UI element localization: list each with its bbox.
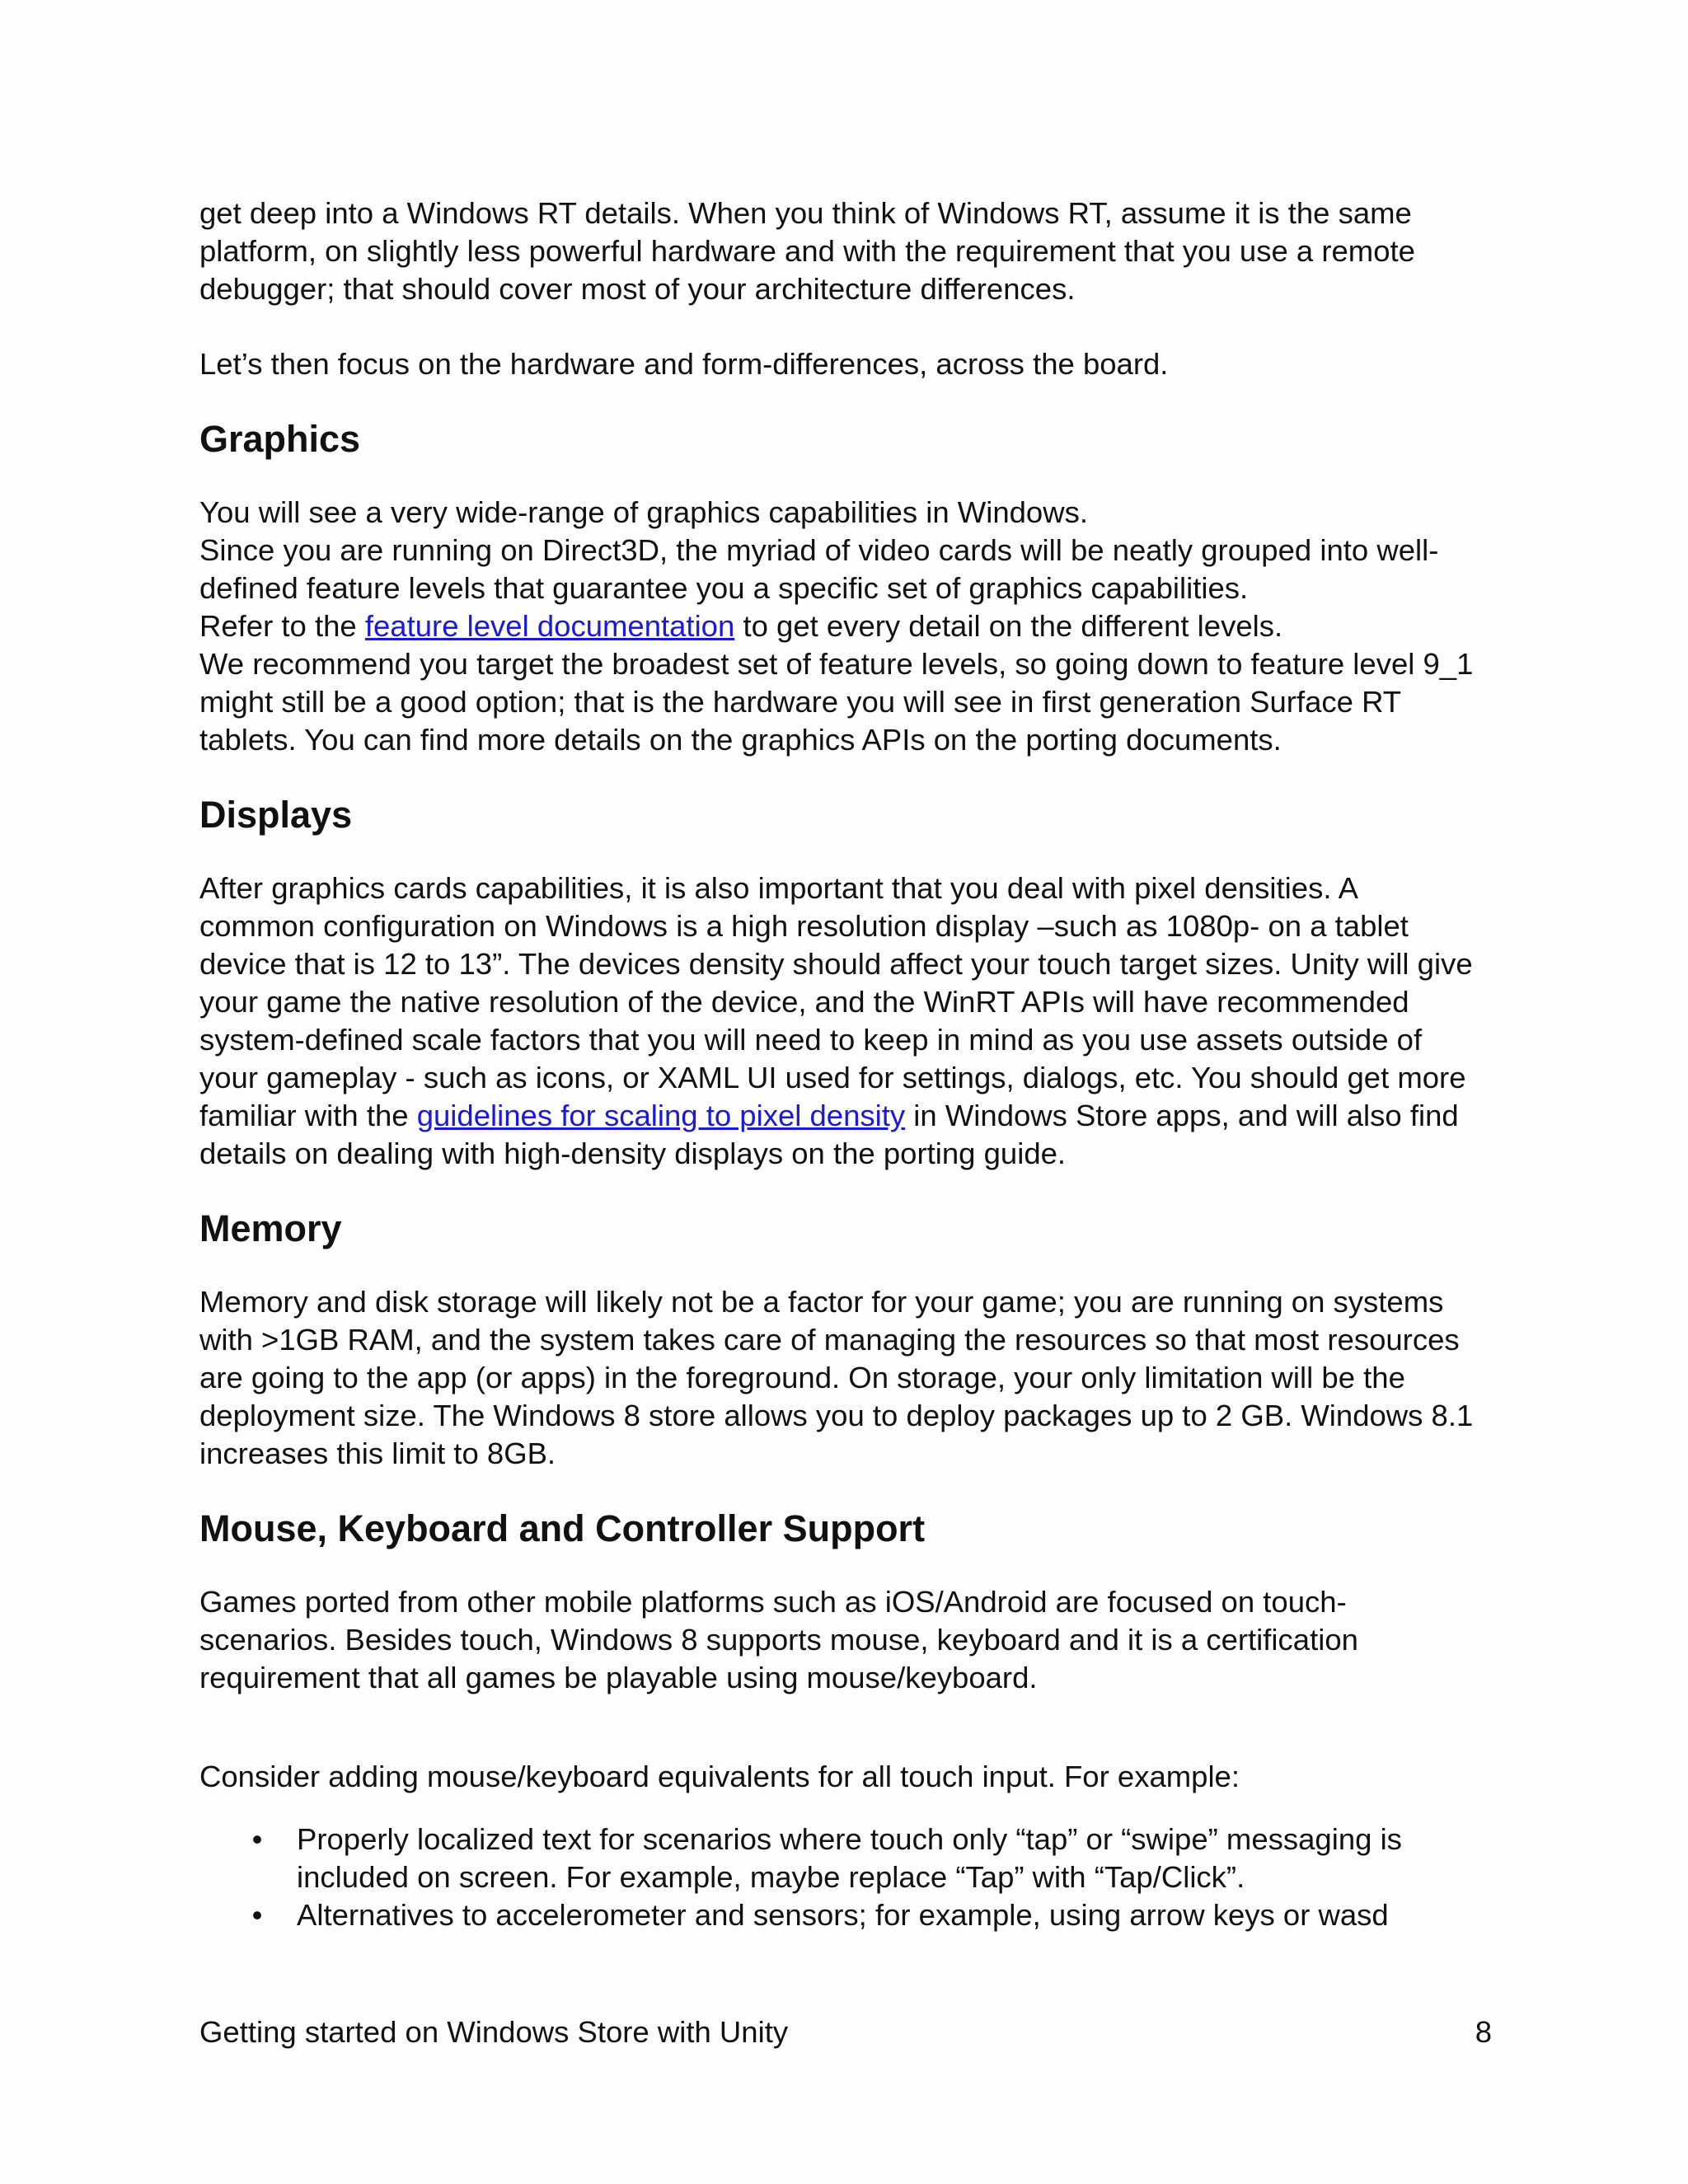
graphics-paragraph	[199, 494, 1502, 759]
list-item	[199, 1821, 1502, 1896]
graphics-line: We recommend you target the broadest set of feature levels, so going down to feature level 9_1	[199, 647, 1474, 681]
graphics-refer-line	[199, 607, 1502, 645]
bullet-icon: •	[251, 1822, 263, 1856]
displays-line: After graphics cards capabilities, it is also important that you deal with pixel densities. A	[199, 871, 1358, 905]
memory-paragraph	[199, 1283, 1502, 1473]
page-content	[199, 194, 1502, 1934]
displays-line: details on dealing with high-density displays on the porting guide.	[199, 1137, 1067, 1170]
memory-line: are going to the app (or apps) in the foreground. On storage, your only limitation will be the	[199, 1361, 1405, 1394]
displays-heading: Displays	[199, 794, 353, 836]
displays-paragraph	[199, 869, 1502, 1173]
list-item-line: Alternatives to accelerometer and sensors; for example, using arrow keys or wasd	[297, 1898, 1389, 1932]
memory-line: with >1GB RAM, and the system takes care of managing the resources so that most resources	[199, 1323, 1460, 1357]
graphics-line: You will see a very wide-range of graphics capabilities in Windows.	[199, 495, 1088, 529]
memory-line: increases this limit to 8GB.	[199, 1436, 556, 1470]
displays-line: system-defined scale factors that you will need to keep in mind as you use assets outside of	[199, 1023, 1423, 1057]
list-item	[199, 1896, 1502, 1934]
input-line: Games ported from other mobile platforms such as iOS/Android are focused on touch-	[199, 1585, 1347, 1619]
page-footer	[199, 2013, 1492, 2051]
displays-line: device that is 12 to 13”. The devices density should affect your touch target sizes. Unity will give	[199, 947, 1473, 981]
displays-line: your gameplay - such as icons, or XAML UI used for settings, dialogs, etc. You should get more	[199, 1061, 1466, 1094]
input-line: scenarios. Besides touch, Windows 8 supports mouse, keyboard and it is a certification	[199, 1623, 1358, 1657]
memory-heading: Memory	[199, 1207, 342, 1249]
graphics-line: Since you are running on Direct3D, the myriad of video cards will be neatly grouped into well-	[199, 533, 1439, 567]
input-line: requirement that all games be playable using mouse/keyboard.	[199, 1661, 1038, 1694]
footer-title: Getting started on Windows Store with Unity	[199, 2015, 789, 2049]
list-item-line: Properly localized text for scenarios where touch only “tap” or “swipe” messaging is	[297, 1822, 1402, 1856]
page-number: 8	[1475, 2015, 1492, 2049]
refer-suffix: to get every detail on the different levels.	[734, 609, 1283, 643]
list-item-line: included on screen. For example, maybe replace “Tap” with “Tap/Click”.	[297, 1860, 1245, 1894]
displays-line: your game the native resolution of the device, and the WinRT APIs will have recommended	[199, 985, 1409, 1019]
intro-line: get deep into a Windows RT details. When you think of Windows RT, assume it is the same	[199, 196, 1412, 230]
displays-line: common configuration on Windows is a high resolution display –such as 1080p- on a tablet	[199, 909, 1409, 943]
graphics-line: defined feature levels that guarantee you a specific set of graphics capabilities.	[199, 571, 1249, 605]
refer-prefix: Refer to the	[199, 609, 365, 643]
graphics-line: tablets. You can find more details on the graphics APIs on the porting documents.	[199, 723, 1282, 757]
displays-familiar-line	[199, 1097, 1502, 1135]
scaling-guidelines-link[interactable]: guidelines for scaling to pixel density	[416, 1099, 906, 1132]
familiar-suffix: in Windows Store apps, and will also find	[905, 1099, 1459, 1132]
input-paragraph	[199, 1583, 1502, 1697]
memory-line: Memory and disk storage will likely not be a factor for your game; you are running on systems	[199, 1285, 1444, 1319]
intro-line: platform, on slightly less powerful hardware and with the requirement that you use a remote	[199, 234, 1415, 268]
graphics-heading: Graphics	[199, 418, 361, 460]
bullet-icon: •	[251, 1898, 263, 1932]
input-bullet-list	[199, 1821, 1502, 1934]
feature-level-documentation-link[interactable]: feature level documentation	[364, 609, 735, 643]
graphics-line: might still be a good option; that is the hardware you will see in first generation Surface RT	[199, 685, 1402, 719]
familiar-prefix: familiar with the	[199, 1099, 417, 1132]
memory-line: deployment size. The Windows 8 store allows you to deploy packages up to 2 GB. Windows 8.1	[199, 1399, 1474, 1432]
intro-line: debugger; that should cover most of your architecture differences.	[199, 272, 1076, 306]
intro-paragraph	[199, 194, 1502, 308]
consider-paragraph: Consider adding mouse/keyboard equivalents for all touch input. For example:	[199, 1760, 1240, 1793]
input-support-heading: Mouse, Keyboard and Controller Support	[199, 1507, 926, 1549]
focus-paragraph: Let’s then focus on the hardware and form-differences, across the board.	[199, 347, 1169, 381]
